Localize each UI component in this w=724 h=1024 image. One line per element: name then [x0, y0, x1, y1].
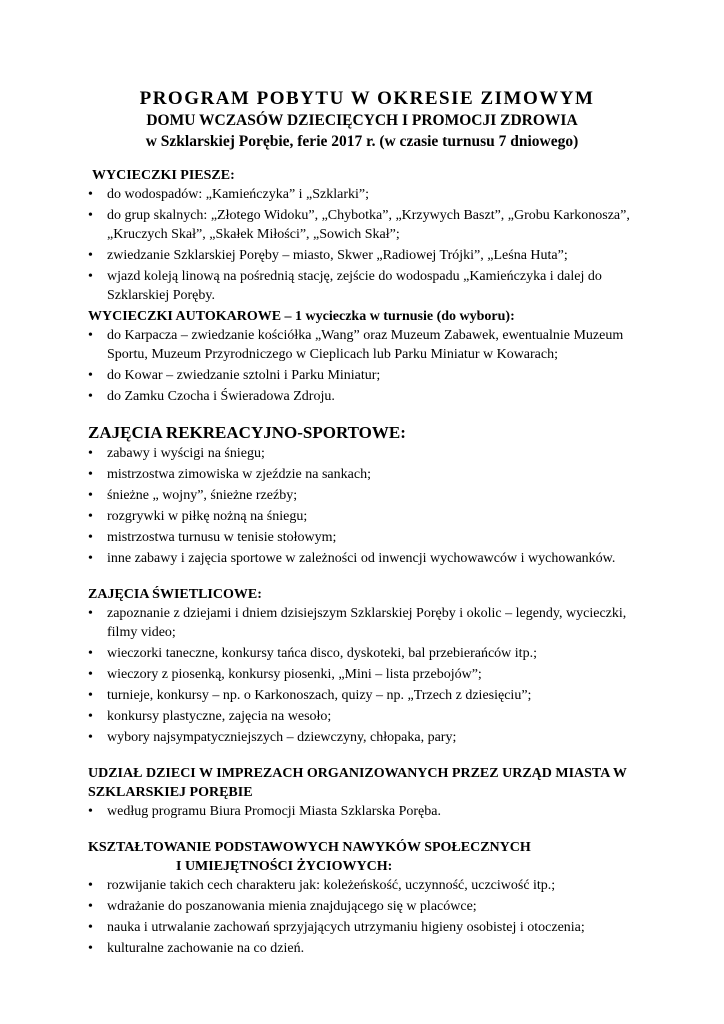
list-item: • do wodospadów: „Kamieńczyka” i „Szklarki”;	[88, 185, 648, 204]
document-title	[0, 88, 724, 152]
section-title-social-habits-line-2: I UMIEJĘTNOŚCI ŻYCIOWYCH:	[176, 859, 393, 874]
section-title-recreation-sports: ZAJĘCIA REKREACYJNO-SPORTOWE:	[88, 423, 406, 442]
list-item: • rozwijanie takich cech charakteru jak: koleżeńskość, uczynność, uczciwość itp.;	[88, 876, 648, 895]
walking-trips-list	[88, 185, 648, 305]
title-line-2: DOMU WCZASÓW DZIECIĘCYCH I PROMOCJI ZDROWIA	[146, 112, 578, 129]
list-item: • zwiedzanie Szklarskiej Poręby – miasto, Skwer „Radiowej Trójki”, „Leśna Huta”;	[88, 246, 648, 265]
list-item: • do Karpacza – zwiedzanie kościółka „Wang” oraz Muzeum Zabawek, ewentualnie Muzeum Sportu, Muzeum Przyrodniczego w Cieplicach lub Parku Miniatur w Kowarach;	[88, 326, 648, 364]
list-item: • konkursy plastyczne, zajęcia na wesoło;	[88, 707, 648, 726]
section-title-social-habits	[88, 838, 648, 876]
list-item: • mistrzostwa turnusu w tenisie stołowym;	[88, 528, 648, 547]
recreation-sports-list	[88, 444, 648, 568]
city-events-list	[88, 802, 648, 821]
list-item: • wybory najsympatyczniejszych – dziewczyny, chłopaka, pary;	[88, 728, 648, 747]
title-line-1: PROGRAM POBYTU W OKRESIE ZIMOWYM	[139, 88, 595, 109]
section-title-bus-trips: WYCIECZKI AUTOKAROWE – 1 wycieczka w turnusie (do wyboru):	[88, 309, 515, 324]
list-item: • według programu Biura Promocji Miasta Szklarska Poręba.	[88, 802, 648, 821]
list-item: • wdrażanie do poszanowania mienia znajdującego się w placówce;	[88, 897, 648, 916]
list-item: • inne zabawy i zajęcia sportowe w zależności od inwencji wychowawców i wychowanków.	[88, 549, 648, 568]
section-title-walking-trips: WYCIECZKI PIESZE:	[92, 168, 235, 183]
list-item: • do grup skalnych: „Złotego Widoku”, „Chybotka”, „Krzywych Baszt”, „Grobu Karkonosza”, „Kruczych Skał”, „Skałek Miłości”, „Sowich Skał”;	[88, 206, 648, 244]
list-item: • rozgrywki w piłkę nożną na śniegu;	[88, 507, 648, 526]
section-title-social-habits-line-1: KSZTAŁTOWANIE PODSTAWOWYCH NAWYKÓW SPOŁECZNYCH	[88, 840, 531, 855]
list-item: • wjazd koleją linową na pośrednią stację, zejście do wodospadu „Kamieńczyka i dalej do Szklarskiej Poręby.	[88, 267, 648, 305]
section-title-common-room: ZAJĘCIA ŚWIETLICOWE:	[88, 587, 262, 602]
list-item: • nauka i utrwalanie zachowań sprzyjających utrzymaniu higieny osobistej i otoczenia;	[88, 918, 648, 937]
common-room-list	[88, 604, 648, 747]
list-item: • do Zamku Czocha i Świeradowa Zdroju.	[88, 387, 648, 406]
bus-trips-list	[88, 326, 648, 406]
document-content	[88, 166, 648, 960]
list-item: • do Kowar – zwiedzanie sztolni i Parku Miniatur;	[88, 366, 648, 385]
social-habits-list	[88, 876, 648, 958]
list-item: • wieczorki taneczne, konkursy tańca disco, dyskoteki, bal przebierańców itp.;	[88, 644, 648, 663]
section-title-city-events: UDZIAŁ DZIECI W IMPREZACH ORGANIZOWANYCH PRZEZ URZĄD MIASTA W SZKLARSKIEJ PORĘBIE	[88, 766, 627, 800]
list-item: • zabawy i wyścigi na śniegu;	[88, 444, 648, 463]
list-item: • kulturalne zachowanie na co dzień.	[88, 939, 648, 958]
list-item: • turnieje, konkursy – np. o Karkonoszach, quizy – np. „Trzech z dziesięciu”;	[88, 686, 648, 705]
list-item: • wieczory z piosenką, konkursy piosenki, „Mini – lista przebojów”;	[88, 665, 648, 684]
list-item: • śnieżne „ wojny”, śnieżne rzeźby;	[88, 486, 648, 505]
title-line-3: w Szklarskiej Porębie, ferie 2017 r. (w czasie turnusu 7 dniowego)	[145, 133, 579, 150]
list-item: • mistrzostwa zimowiska w zjeździe na sankach;	[88, 465, 648, 484]
list-item: • zapoznanie z dziejami i dniem dzisiejszym Szklarskiej Poręby i okolic – legendy, wycieczki, filmy video;	[88, 604, 648, 642]
